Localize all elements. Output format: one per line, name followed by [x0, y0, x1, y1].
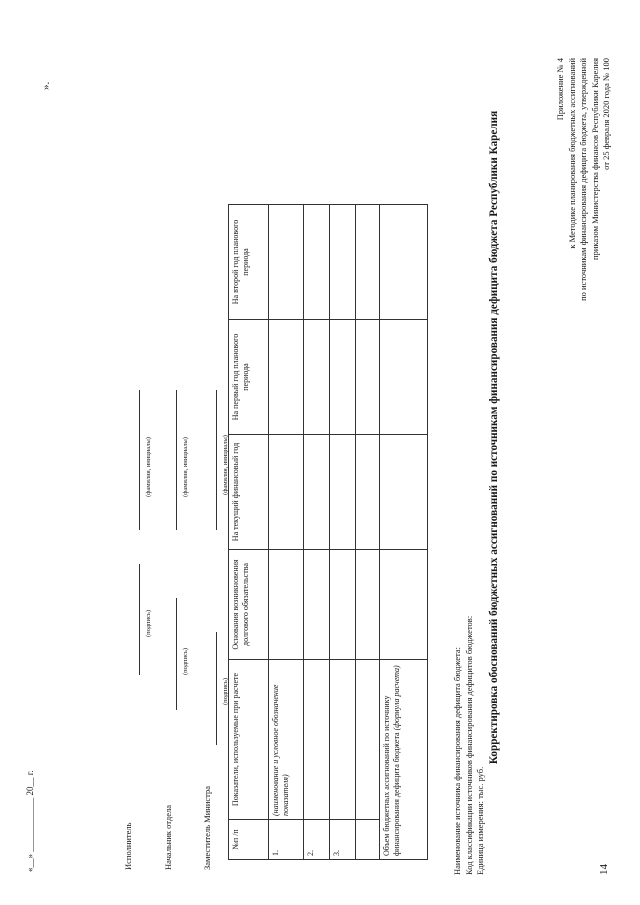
empty-cell: [380, 550, 428, 660]
appendix-line: к Методике планирования бюджетных ассигнований: [566, 58, 577, 249]
row-number: 3.: [330, 820, 356, 860]
name-hint: (фамилия, инициалы): [222, 435, 229, 495]
appendix-line: приказом Министерства финансов Республики Карелия: [589, 58, 600, 260]
page-number: 14: [598, 864, 610, 875]
header-cell: №п /п: [229, 820, 269, 860]
indicator-cell: [356, 660, 380, 820]
empty-cell: [356, 550, 380, 660]
table-row: [330, 205, 356, 860]
signature-role: Заместитель Министра: [202, 786, 212, 870]
row-number: 1.: [269, 820, 304, 860]
header-cell: На первый год планового периода: [229, 320, 269, 435]
total-cell: [380, 660, 428, 860]
table-header-row: [229, 205, 269, 860]
indicator-cell: (наименование и условное обозначение показателя): [269, 660, 304, 820]
signature-role: Исполнитель: [123, 822, 133, 870]
source-name-label: Наименование источника финансирования дефицита бюджета:: [452, 647, 462, 875]
signature-hint: (подпись): [145, 610, 152, 637]
header-cell: Основания возникновения долгового обязательства: [229, 550, 269, 660]
indicator-cell: [304, 660, 330, 820]
table-row: [269, 205, 304, 860]
signature-line: [176, 598, 177, 710]
empty-cell: [356, 320, 380, 435]
signature-hint: (подпись): [222, 678, 229, 705]
allocation-table: [228, 204, 428, 860]
signature-role: Начальник отдела: [163, 804, 173, 870]
signature-line: [139, 564, 140, 675]
empty-cell: [269, 550, 304, 660]
name-line: [176, 390, 177, 530]
empty-cell: [356, 435, 380, 550]
indicator-cell: [330, 660, 356, 820]
appendix-reference: [555, 58, 613, 538]
total-formula: (формула расчета): [391, 665, 401, 731]
name-hint: (фамилия, инициалы): [145, 437, 152, 497]
empty-cell: [304, 205, 330, 320]
table-row: [304, 205, 330, 860]
empty-cell: [304, 320, 330, 435]
appendix-line: от 25 февраля 2020 года № 100: [601, 58, 611, 170]
empty-cell: [269, 435, 304, 550]
name-hint: (фамилия, инициалы): [182, 437, 189, 497]
empty-cell: [269, 320, 304, 435]
header-cell: На текущий финансовый год: [229, 435, 269, 550]
date-line: «__» ____________ 20__ г.: [25, 770, 35, 872]
name-line: [216, 390, 217, 530]
empty-cell: [356, 205, 380, 320]
document-title: Корректировка обоснований бюджетных ассигнований по источникам финансирования дефицита бюджета Республики Карелия: [488, 110, 500, 765]
row-number: 2.: [304, 820, 330, 860]
empty-cell: [330, 205, 356, 320]
signature-hint: (подпись): [182, 648, 189, 675]
header-cell: На второй год планового периода: [229, 205, 269, 320]
empty-cell: [269, 205, 304, 320]
empty-cell: [380, 320, 428, 435]
appendix-line: Приложение № 4: [555, 58, 565, 121]
row-number: [356, 820, 380, 860]
appendix-line: по источникам финансирования дефицита бюджета, утвержденной: [578, 58, 588, 301]
table-total-row: [380, 205, 428, 860]
signature-line: [216, 632, 217, 745]
table-row: [356, 205, 380, 860]
name-line: [139, 390, 140, 530]
header-cell: Показатели, используемые при расчете: [229, 660, 269, 820]
empty-cell: [330, 320, 356, 435]
empty-cell: [330, 435, 356, 550]
unit-label: Единица измерения: тыс. руб.: [475, 766, 485, 875]
source-code-label: Код классификации источников финансирования дефицитов бюджетов:: [463, 615, 474, 875]
empty-cell: [380, 435, 428, 550]
form-meta: [452, 616, 487, 875]
empty-cell: [380, 205, 428, 320]
empty-cell: [330, 550, 356, 660]
closing-mark: ».: [40, 81, 52, 90]
empty-cell: [304, 435, 330, 550]
empty-cell: [304, 550, 330, 660]
total-label: Объем бюджетных ассигнований по источнику финансирования дефицита бюджета: [382, 695, 401, 856]
